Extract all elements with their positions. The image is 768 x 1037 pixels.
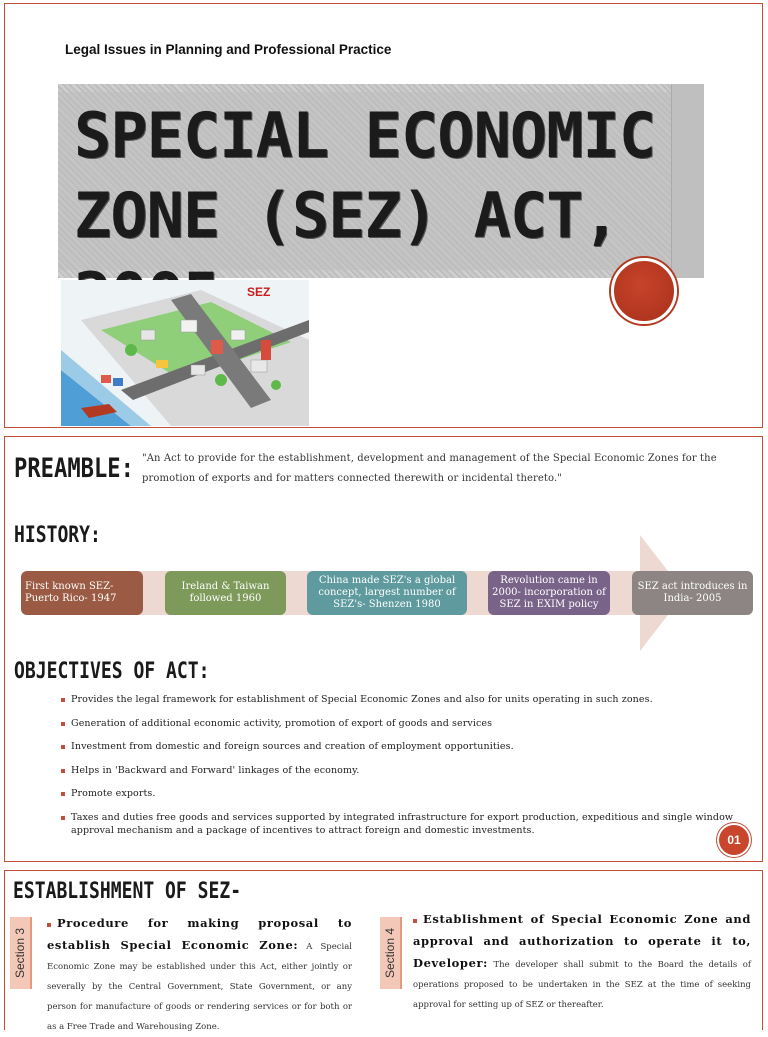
list-item: Helps in 'Backward and Forward' linkages of the economy. xyxy=(61,764,741,778)
sez-illustration-label: SEZ xyxy=(247,285,271,299)
title-side-strip xyxy=(671,84,704,278)
section-3-title: Procedure for making proposal to establish Special Economic Zone: xyxy=(47,916,352,952)
main-title-line-2: ZONE (SEZ) ACT, xyxy=(74,179,619,252)
list-item: Generation of additional economic activity, promotion of export of goods and services xyxy=(61,717,741,731)
history-item: Ireland & Taiwan followed 1960 xyxy=(165,571,286,615)
history-heading: HISTORY: xyxy=(14,523,101,548)
preamble-text: "An Act to provide for the establishment, development and management of the Special Economic Zones for the promotion of exports and for matters connected therewith or incidental thereto." xyxy=(142,453,717,484)
section-3-tab xyxy=(10,917,32,989)
history-item: China made SEZ's a global concept, largest number of SEZ's- Shenzen 1980 xyxy=(307,571,467,615)
section-4-text: The developer shall submit to the Board the details of operations proposed to be undertaken in the SEZ at the time of seeking approval for setting up of SEZ or thereafter. xyxy=(413,960,752,1010)
section-4-tab xyxy=(380,917,402,989)
preamble-heading: PREAMBLE: xyxy=(14,453,134,484)
list-item: Investment from domestic and foreign sources and creation of employment opportunities. xyxy=(61,740,741,754)
section-3-tab-label: Section 3 xyxy=(13,927,28,979)
title-slide xyxy=(4,3,763,428)
section-3-body xyxy=(47,913,352,1037)
section-4-title: Establishment of Special Economic Zone and approval and authorization to operate it to, Developer: xyxy=(413,912,751,970)
objectives-heading: OBJECTIVES OF ACT: xyxy=(14,659,210,684)
section-4-tab-label: Section 4 xyxy=(383,927,398,979)
establishment-slide xyxy=(4,870,763,1030)
decorative-red-circle xyxy=(611,258,677,324)
history-item: SEZ act introduces in India- 2005 xyxy=(632,571,753,615)
list-item: Taxes and duties free goods and services supported by integrated infrastructure for export production, expeditious and single window approval mechanism and a package of incentives to attract foreign and domestic investments. xyxy=(61,811,741,838)
preamble-slide xyxy=(4,436,763,862)
bullet-icon xyxy=(413,919,417,923)
history-item: Revolution came in 2000- incorporation of SEZ in EXIM policy xyxy=(488,571,610,615)
list-item: Promote exports. xyxy=(61,787,741,801)
establishment-heading: ESTABLISHMENT OF SEZ- xyxy=(13,879,242,904)
page-number-badge: 01 xyxy=(719,825,749,855)
section-3-text: A Special Economic Zone may be established under this Act, either jointly or severally by the Central Government, State Government, or any person for manufacture of goods or rendering services or for both or as a Free Trade and Warehousing Zone. xyxy=(47,942,353,1032)
bullet-icon xyxy=(47,923,51,927)
objectives-list xyxy=(61,693,741,848)
list-item: Provides the legal framework for establishment of Special Economic Zones and also for units operating in such zones. xyxy=(61,693,741,707)
history-item: First known SEZ- Puerto Rico- 1947 xyxy=(21,571,143,615)
sez-illustration xyxy=(61,280,309,426)
main-title-line-1: SPECIAL ECONOMIC xyxy=(74,99,656,172)
title-banner xyxy=(58,84,704,278)
section-4-body xyxy=(413,909,751,1015)
course-title: Legal Issues in Planning and Professional Practice xyxy=(65,42,392,57)
